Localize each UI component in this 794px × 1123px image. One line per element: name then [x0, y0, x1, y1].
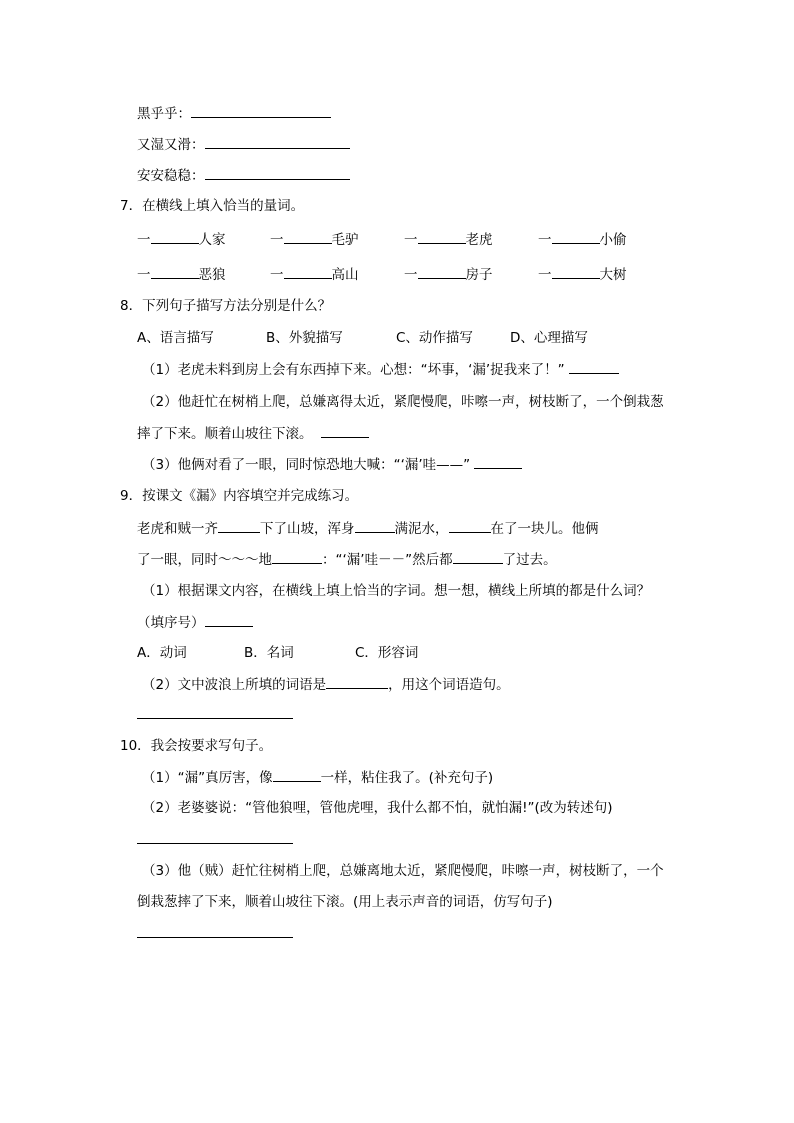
- answer-blank[interactable]: [273, 768, 321, 782]
- one-char: 一: [538, 232, 552, 248]
- answer-blank[interactable]: [272, 550, 322, 564]
- q9-sub2-text: （2）文中波浪上所填的词语是: [142, 677, 327, 693]
- one-char: 一: [404, 232, 418, 248]
- q8-sentence-1-text: （1）老虎未料到房上会有东西掉下来。心想：“坏事，‘漏’捉我来了！”: [142, 362, 565, 378]
- answer-blank[interactable]: [418, 230, 466, 244]
- q7-title: 7．在横线上填入恰当的量词。: [120, 198, 305, 214]
- one-char: 一: [538, 267, 552, 283]
- noun: 人家: [198, 232, 226, 248]
- answer-blank[interactable]: [449, 519, 491, 533]
- q8-sentence-2a: （2）他赶忙在树梢上爬，总嫌离得太近，紧爬慢爬，咔嚓一声，树枝断了，一个倒栽葱: [142, 394, 664, 410]
- passage-text: 了一眼，同时～～～地: [137, 552, 272, 568]
- q8-option-a: A、语言描写: [137, 330, 214, 346]
- q9-option-c: C．形容词: [355, 645, 419, 661]
- passage-text: 了过去。: [502, 552, 557, 568]
- q9-sub1-line1: （1）根据课文内容，在横线上填上恰当的字词。想一想，横线上所填的都是什么词？: [142, 583, 651, 599]
- passage-text: 下了山坡，浑身: [260, 521, 355, 537]
- answer-blank[interactable]: [218, 519, 260, 533]
- q7-row2-item4: [538, 265, 627, 284]
- q10-sentence-3a: （3）他（贼）赶忙往树梢上爬，总嫌离地太近，紧爬慢爬，咔嚓一声，树枝断了，一个: [142, 863, 664, 879]
- answer-blank[interactable]: [284, 230, 332, 244]
- q9-option-b: B．名词: [244, 645, 294, 661]
- answer-blank[interactable]: [321, 424, 369, 438]
- q9-sub2-text: ，用这个词语造句。: [388, 677, 510, 693]
- passage-text: 老虎和贼一齐: [137, 521, 218, 537]
- answer-blank[interactable]: [355, 519, 395, 533]
- answer-blank[interactable]: [191, 104, 331, 118]
- q8-sentence-3-text: （3）他俩对看了一眼，同时惊恐地大喊：“‘漏’哇——”: [142, 457, 471, 473]
- one-char: 一: [270, 267, 284, 283]
- passage-text: ：“‘漏’哇－－”然后都: [322, 552, 453, 568]
- q7-row2-item1: [137, 265, 226, 284]
- q9-sub1-line2: [137, 613, 253, 632]
- answer-line[interactable]: [137, 843, 293, 844]
- noun: 房子: [465, 267, 493, 283]
- answer-blank[interactable]: [474, 455, 522, 469]
- answer-blank[interactable]: [205, 135, 350, 149]
- answer-line[interactable]: [137, 937, 293, 938]
- answer-blank[interactable]: [205, 166, 350, 180]
- q9-sub1-label: （填序号）: [137, 615, 205, 631]
- q6-item-3-label: 安安稳稳：: [137, 168, 205, 184]
- answer-blank[interactable]: [151, 265, 199, 279]
- q7-row2-item3: [404, 265, 493, 284]
- q10-title: 10．我会按要求写句子。: [120, 738, 273, 754]
- q10-sentence-2: （2）老婆婆说：“管他狼哩，管他虎哩，我什么都不怕，就怕漏!”(改为转述句): [142, 800, 613, 816]
- q9-option-a: A．动词: [137, 645, 187, 661]
- answer-blank[interactable]: [418, 265, 466, 279]
- answer-blank[interactable]: [552, 265, 600, 279]
- q9-sub2: [142, 675, 510, 694]
- noun: 小偷: [599, 232, 627, 248]
- q7-row1-item4: [538, 230, 627, 249]
- q6-item-1: [137, 104, 331, 123]
- noun: 毛驴: [331, 232, 359, 248]
- q8-sentence-1: [142, 360, 619, 379]
- answer-blank[interactable]: [552, 230, 600, 244]
- answer-blank[interactable]: [205, 613, 253, 627]
- noun: 高山: [331, 267, 359, 283]
- q7-row1-item3: [404, 230, 493, 249]
- q8-sentence-2b: [137, 424, 369, 443]
- q9-passage-line2: [137, 550, 557, 569]
- answer-blank[interactable]: [284, 265, 332, 279]
- passage-text: 在了一块儿。他俩: [490, 521, 599, 537]
- noun: 大树: [599, 267, 627, 283]
- q8-sentence-2b-text: 摔了下来。顺着山坡往下滚。: [137, 426, 313, 442]
- answer-line[interactable]: [137, 718, 293, 719]
- q8-title: 8．下列句子描写方法分别是什么？: [120, 298, 332, 314]
- q7-row2-item2: [270, 265, 359, 284]
- answer-blank[interactable]: [326, 675, 388, 689]
- q10-sentence-3b: 倒栽葱摔了下来，顺着山坡往下滚。(用上表示声音的词语，仿写句子): [137, 894, 553, 910]
- noun: 恶狼: [198, 267, 226, 283]
- one-char: 一: [404, 267, 418, 283]
- q9-passage-line1: [137, 519, 599, 538]
- answer-blank[interactable]: [569, 360, 619, 374]
- q7-row1-item2: [270, 230, 359, 249]
- q10-sentence-1-text: 一样，粘住我了。(补充句子): [320, 770, 494, 786]
- q8-option-b: B、外貌描写: [266, 330, 343, 346]
- answer-blank[interactable]: [453, 550, 503, 564]
- q7-row1-item1: [137, 230, 226, 249]
- one-char: 一: [137, 232, 151, 248]
- q8-option-d: D、心理描写: [510, 330, 588, 346]
- answer-blank[interactable]: [151, 230, 199, 244]
- q8-option-c: C、动作描写: [396, 330, 473, 346]
- q8-sentence-3: [142, 455, 522, 474]
- passage-text: 满泥水，: [394, 521, 449, 537]
- q10-sentence-1: [142, 768, 493, 787]
- noun: 老虎: [465, 232, 493, 248]
- q9-title: 9．按课文《漏》内容填空并完成练习。: [120, 488, 359, 504]
- one-char: 一: [270, 232, 284, 248]
- q6-item-2-label: 又湿又滑：: [137, 137, 205, 153]
- q10-sentence-1-text: （1）“漏”真厉害，像: [142, 770, 273, 786]
- q6-item-2: [137, 135, 350, 154]
- q6-item-1-label: 黑乎乎：: [137, 106, 191, 122]
- one-char: 一: [137, 267, 151, 283]
- q6-item-3: [137, 166, 350, 185]
